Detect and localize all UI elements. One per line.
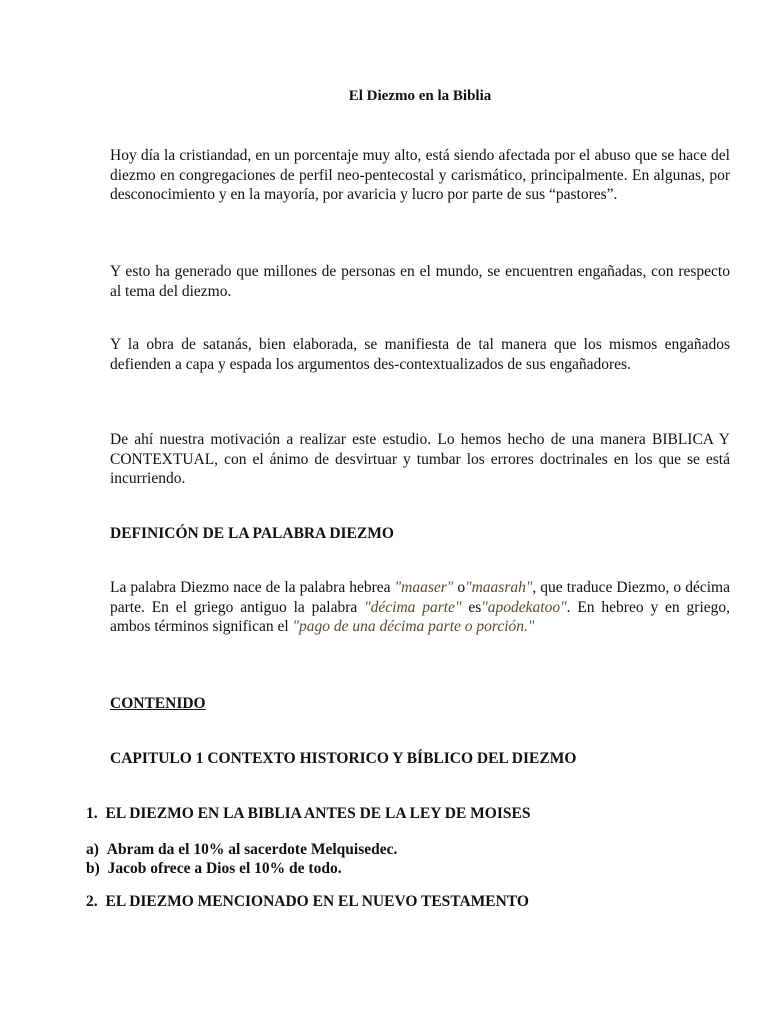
item-2-number: 2. [86,893,98,910]
paragraph-deception: Y esto ha generado que millones de personas en el mundo, se encuentren engañadas, con respecto al tema del diezmo. [110,263,730,300]
paragraph-intro: Hoy día la cristiandad, en un porcentaje muy alto, está siendo afectada por el abuso que se hace del diezmo en congregaciones de perfil neo-pentecostal y carismático, principalmente. En algunas, por desconocimiento y en la mayoría, por avaricia y lucro por parte de sus “pastores”. [110,147,730,203]
definition-heading: DEFINICÓN DE LA PALABRA DIEZMO [110,525,394,542]
item-1-text: EL DIEZMO EN LA BIBLIA ANTES DE LA LEY DE MOISES [105,805,531,822]
term-decima-parte: "décima parte" [364,598,462,616]
definition-text-1: La palabra Diezmo nace de la palabra hebrea [110,579,395,596]
contents-heading: CONTENIDO [110,695,206,712]
definition-text-3: , que traduce Diezmo, o décima parte. En el griego antiguo la palabra [110,579,730,616]
chapter-1-heading: CAPITULO 1 CONTEXTO HISTORICO Y BÍBLICO DEL DIEZMO [110,750,577,767]
contents-item-2 [86,893,529,911]
document-title: El Diezmo en la Biblia [348,88,492,104]
paragraph-definition [110,578,730,637]
sub-b-marker: b) [86,860,100,877]
sub-a-marker: a) [86,841,99,858]
definition-text-5: . En hebreo y en griego, ambos términos significan el [110,598,731,635]
definition-text-2: o [453,579,466,596]
contents-item-1 [86,805,530,823]
item-1-number: 1. [86,805,98,822]
definition-text-4: es [461,598,482,616]
term-apodekatoo: "apodekatoo" [481,598,567,616]
sub-item-a [86,840,397,860]
term-maasrah: "maasrah" [465,579,533,596]
sub-a-text: Abram da el 10% al sacerdote Melquisedec. [106,841,398,858]
sub-item-b [86,859,342,879]
item-2-text: EL DIEZMO MENCIONADO EN EL NUEVO TESTAMENTO [105,893,529,910]
term-maaser: "maaser" [394,579,454,596]
sub-b-text: Jacob ofrece a Dios el 10% de todo. [107,860,342,877]
term-pago: "pago de una décima parte o porción." [292,618,535,635]
paragraph-motivation: De ahí nuestra motivación a realizar este estudio. Lo hemos hecho de una manera BIBLICA Y CONTEXTUAL, con el ánimo de desvirtuar y tumbar los errores doctrinales en los que se está incurriendo. [110,431,730,487]
paragraph-satan: Y la obra de satanás, bien elaborada, se manifiesta de tal manera que los mismos engañados defienden a capa y espada los argumentos des-contextualizados de sus engañadores. [110,336,730,373]
